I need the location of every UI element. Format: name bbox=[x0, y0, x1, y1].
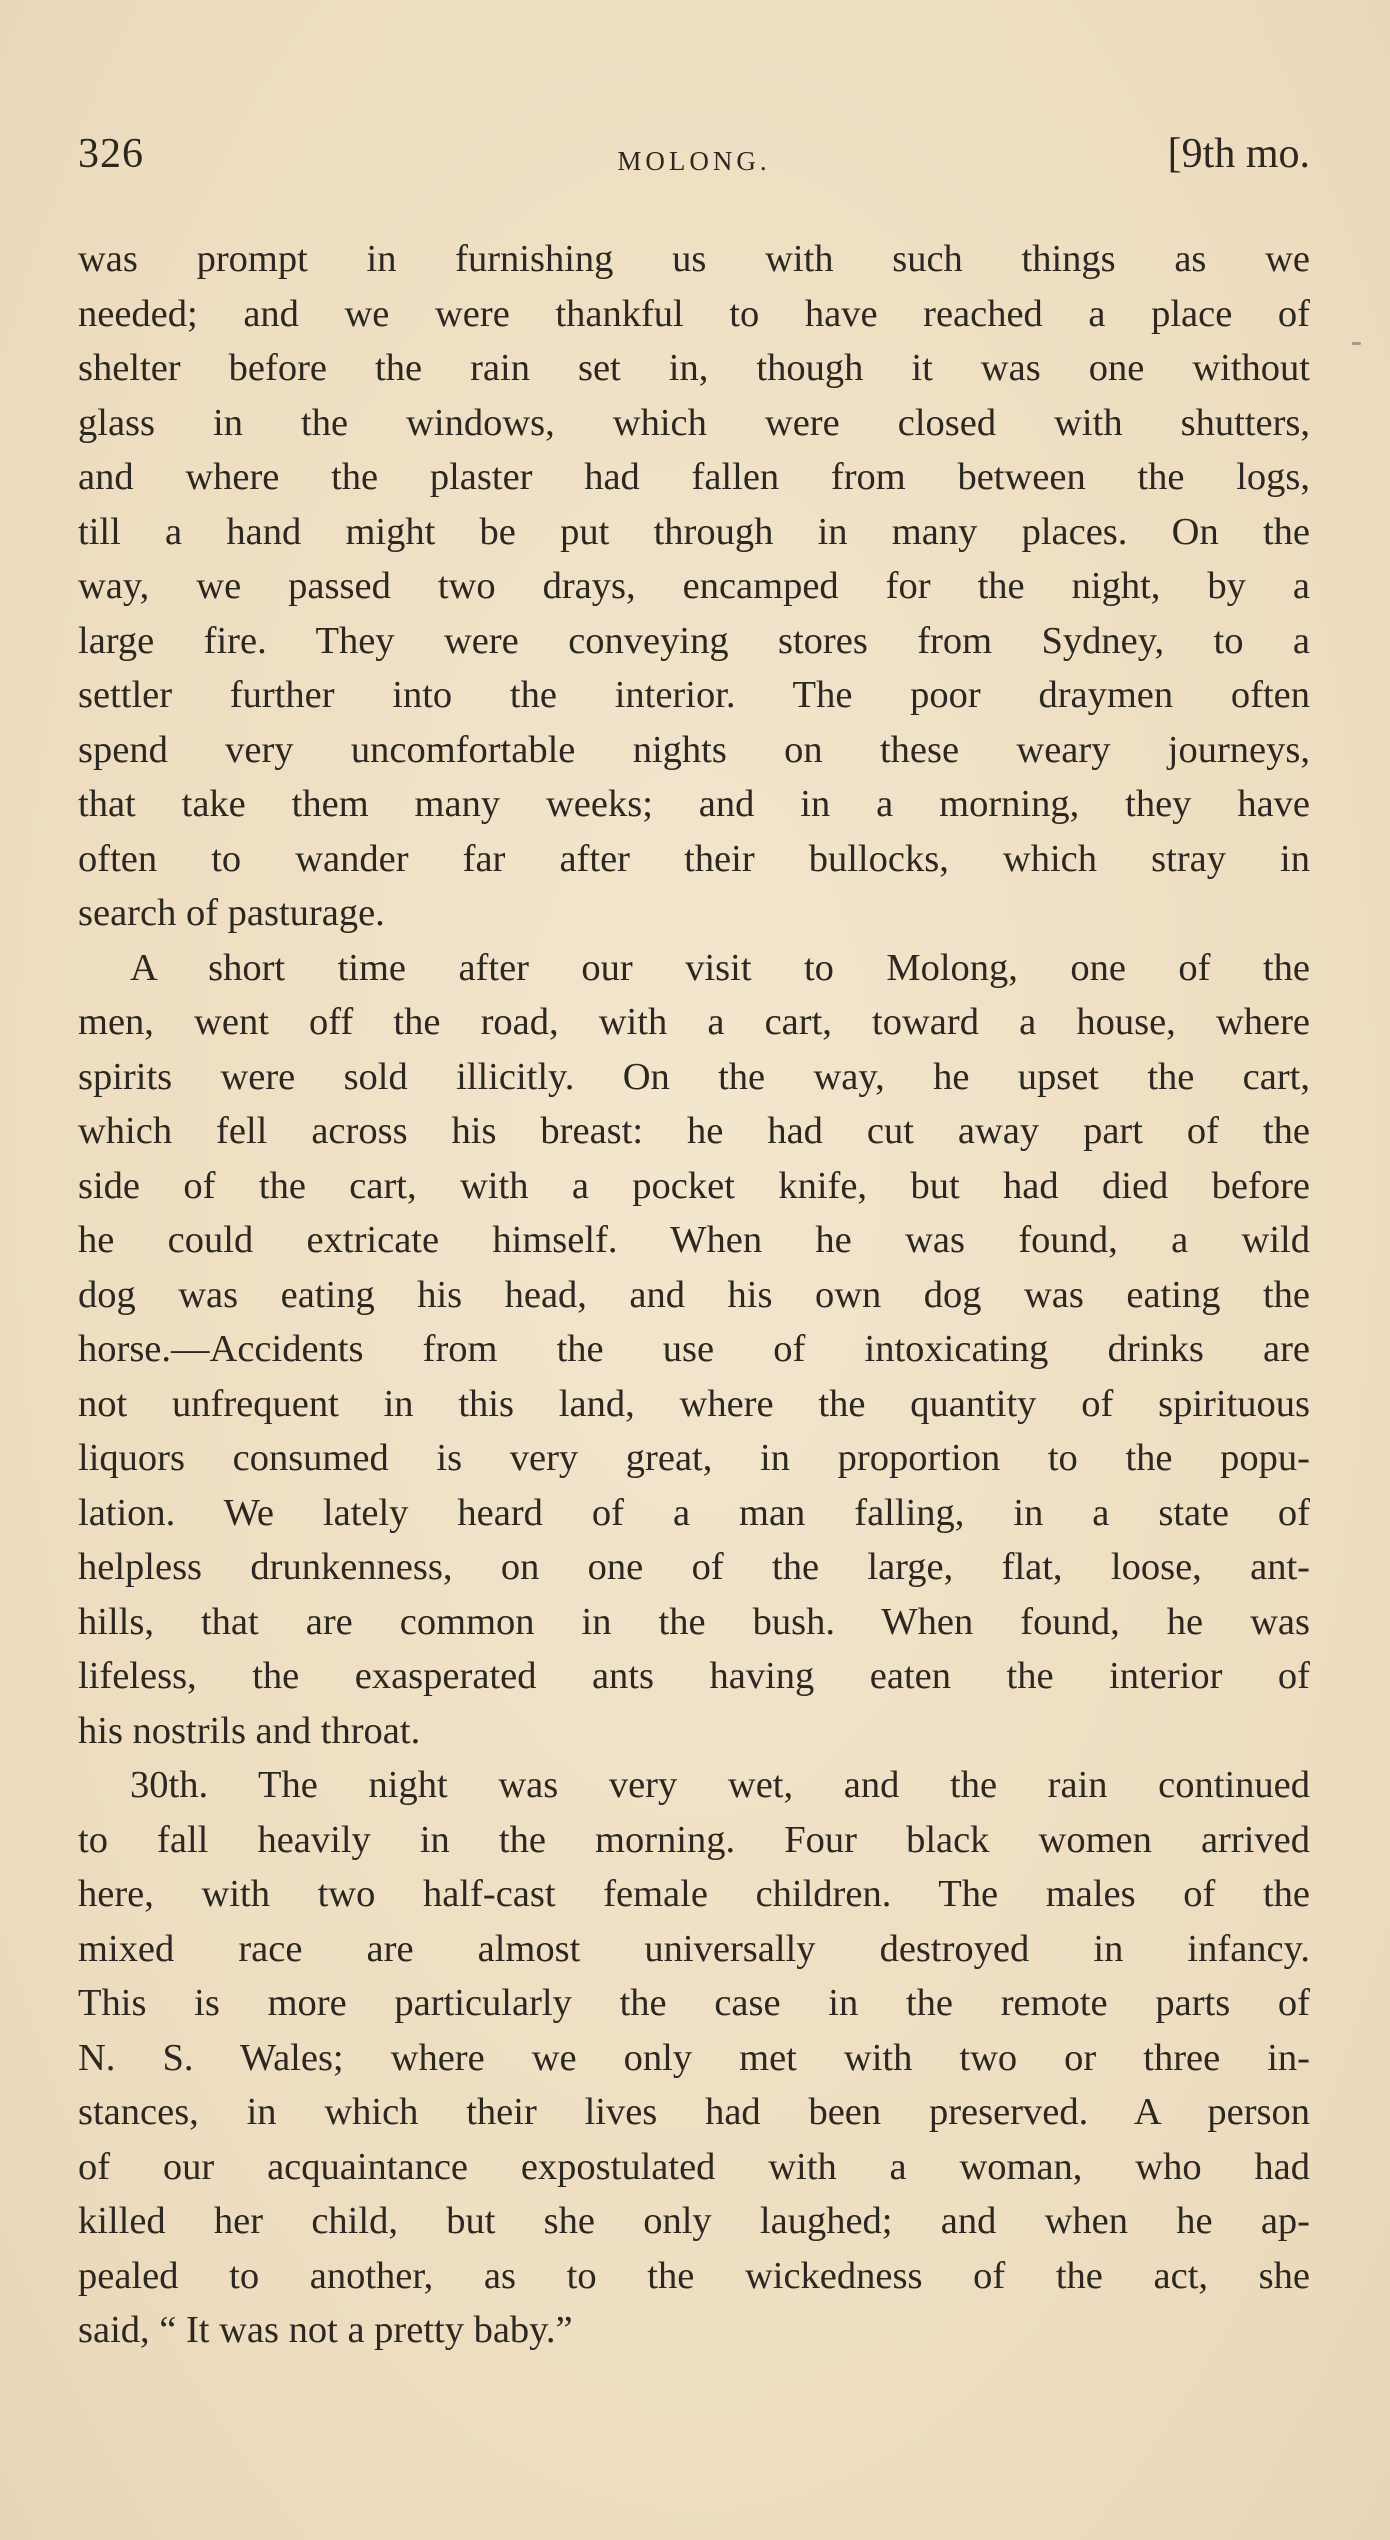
text-line: hills, that are common in the bush. When found, he was bbox=[78, 1600, 1310, 1643]
text-line: helpless drunkenness, on one of the large, flat, loose, ant- bbox=[78, 1546, 1310, 1588]
running-head bbox=[78, 130, 1310, 190]
text-line: side of the cart, with a pocket knife, but had died before bbox=[78, 1164, 1310, 1207]
text-line: which fell across his breast: he had cut away part of the bbox=[78, 1110, 1310, 1152]
text-line: large fire. They were conveying stores from Sydney, to a bbox=[78, 619, 1310, 662]
text-line: often to wander far after their bullocks, which stray in bbox=[78, 837, 1310, 880]
text-line: glass in the windows, which were closed with shutters, bbox=[78, 401, 1310, 444]
paragraph-end-line: search of pasturage. bbox=[78, 892, 385, 934]
text-line: N. S. Wales; where we only met with two or three in- bbox=[78, 2036, 1310, 2079]
body-text bbox=[78, 232, 1310, 2358]
text-line: not unfrequent in this land, where the quantity of spirituous bbox=[78, 1382, 1310, 1425]
text-line: of our acquaintance expostulated with a woman, who had bbox=[78, 2145, 1310, 2188]
text-line: to fall heavily in the morning. Four black women arrived bbox=[78, 1818, 1310, 1861]
paragraph-end-line: his nostrils and throat. bbox=[78, 1709, 421, 1752]
text-line: killed her child, but she only laughed; and when he ap- bbox=[78, 2200, 1310, 2242]
paragraph-start-line: A short time after our visit to Molong, one of the bbox=[130, 946, 1310, 989]
text-line: mixed race are almost universally destroyed in infancy. bbox=[78, 1927, 1310, 1970]
text-line: dog was eating his head, and his own dog was eating the bbox=[78, 1273, 1310, 1316]
text-line: stances, in which their lives had been preserved. A person bbox=[78, 2091, 1310, 2133]
text-line: was prompt in furnishing us with such things as we bbox=[78, 238, 1310, 280]
text-line: men, went off the road, with a cart, toward a house, where bbox=[78, 1001, 1310, 1043]
text-line: shelter before the rain set in, though it was one without bbox=[78, 347, 1310, 389]
text-line: spirits were sold illicitly. On the way, he upset the cart, bbox=[78, 1055, 1310, 1098]
text-line: pealed to another, as to the wickedness of the act, she bbox=[78, 2254, 1310, 2297]
text-line: way, we passed two drays, encamped for the night, by a bbox=[78, 565, 1310, 607]
text-line: and where the plaster had fallen from between the logs, bbox=[78, 456, 1310, 498]
running-title: MOLONG. bbox=[617, 146, 771, 176]
section-marker: [9th mo. bbox=[1167, 131, 1310, 177]
text-line: This is more particularly the case in the remote parts of bbox=[78, 1982, 1310, 2024]
text-line: till a hand might be put through in many places. On the bbox=[78, 510, 1310, 553]
text-line: lation. We lately heard of a man falling, in a state of bbox=[78, 1491, 1310, 1534]
paper-speck bbox=[1352, 342, 1361, 345]
text-line: here, with two half-cast female children. The males of the bbox=[78, 1873, 1310, 1915]
text-line: spend very uncomfortable nights on these weary journeys, bbox=[78, 728, 1310, 771]
paragraph-end-line: said, “ It was not a pretty baby.” bbox=[78, 2309, 573, 2351]
text-line: liquors consumed is very great, in proportion to the popu- bbox=[78, 1437, 1310, 1479]
text-line: that take them many weeks; and in a morning, they have bbox=[78, 783, 1310, 825]
paragraph-start-line: 30th. The night was very wet, and the rain continued bbox=[130, 1764, 1310, 1806]
text-line: needed; and we were thankful to have reached a place of bbox=[78, 292, 1310, 335]
text-line: settler further into the interior. The poor draymen often bbox=[78, 674, 1310, 716]
text-line: horse.—Accidents from the use of intoxicating drinks are bbox=[78, 1328, 1310, 1370]
page-number: 326 bbox=[78, 131, 144, 177]
text-line: lifeless, the exasperated ants having eaten the interior of bbox=[78, 1655, 1310, 1697]
text-line: he could extricate himself. When he was found, a wild bbox=[78, 1219, 1310, 1261]
